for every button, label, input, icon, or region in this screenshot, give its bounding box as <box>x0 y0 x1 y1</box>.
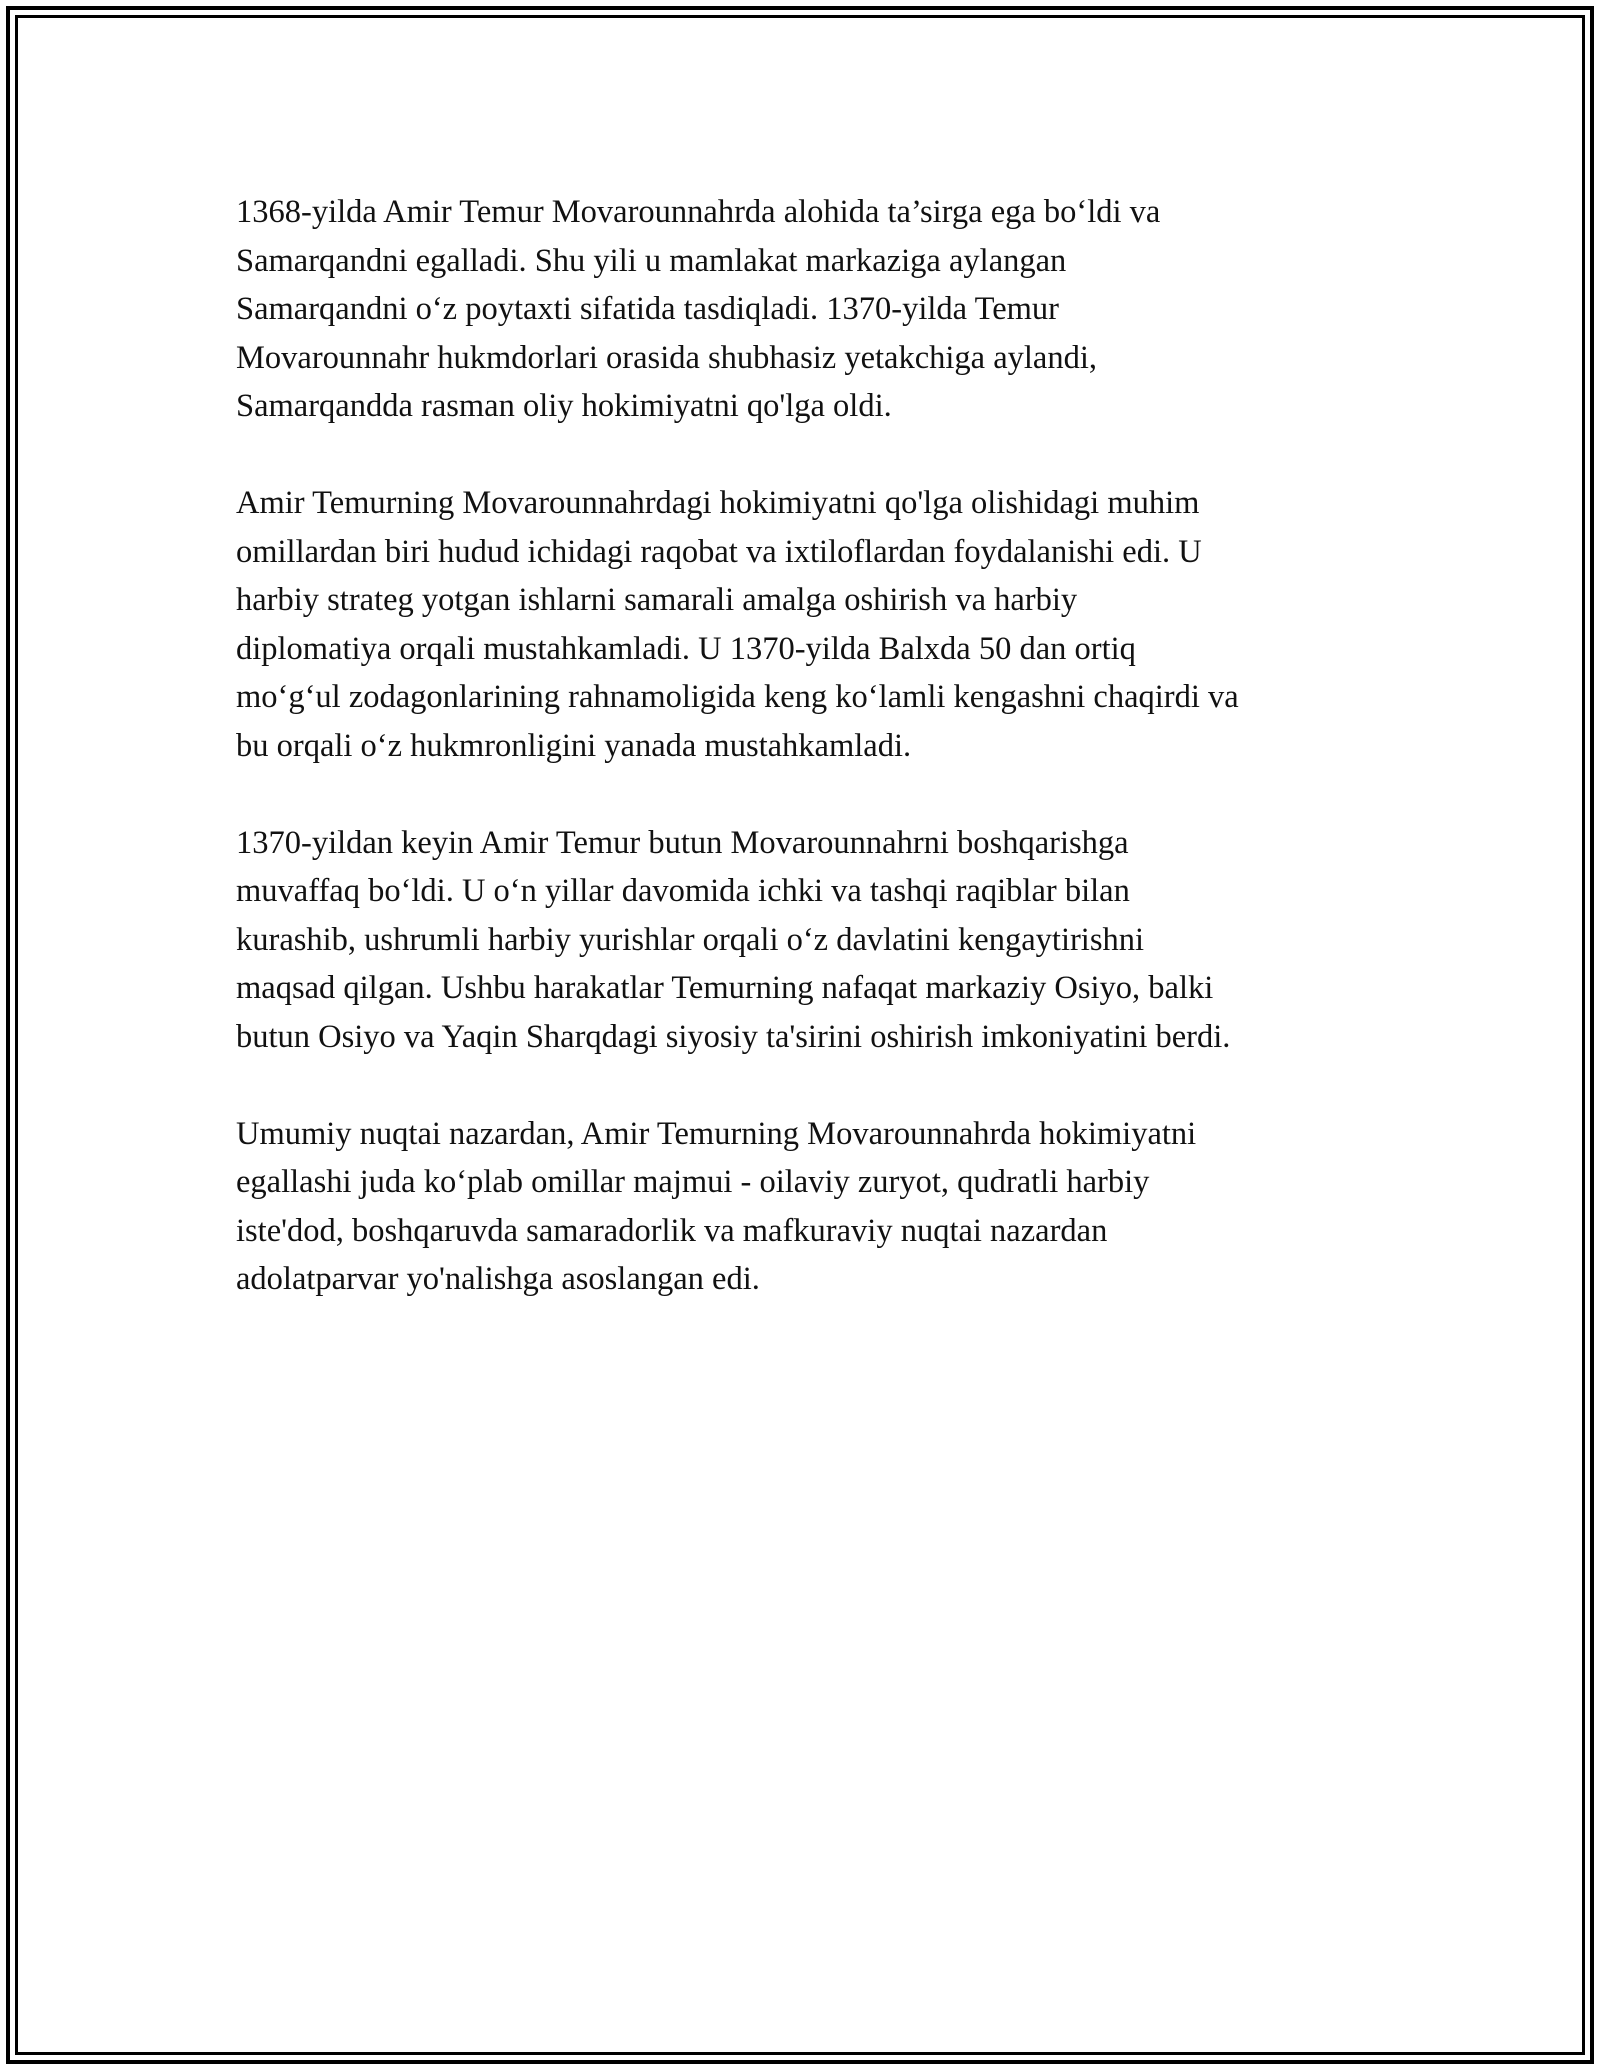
text-line: kurashib, ushrumli harbiy yurishlar orqali oʻz davlatini kengaytirishni <box>236 921 1145 958</box>
text-line: harbiy strateg yotgan ishlarni samarali amalga oshirish va harbiy <box>236 582 1078 618</box>
text-line: adolatparvar yo'nalishga asoslangan edi. <box>236 1261 760 1297</box>
text-line: 1368-yilda Amir Temur Movarounnahrda alohida ta’sirga ega boʻldi va <box>236 194 1161 230</box>
text-line: butun Osiyo va Yaqin Sharqdagi siyosiy ta'sirini oshirish imkoniyatini berdi. <box>236 1018 1231 1055</box>
text-line: Samarqandda rasman oliy hokimiyatni qo'lga oldi. <box>236 388 892 424</box>
text-line: Umumiy nuqtai nazardan, Amir Temurning Movarounnahrda hokimiyatni <box>236 1115 1197 1152</box>
text-line: omillardan biri hudud ichidagi raqobat va ixtiloflardan foydalanishi edi. U <box>236 533 1202 570</box>
text-line: 1370-yildan keyin Amir Temur butun Movarounnahrni boshqarishga <box>236 824 1129 861</box>
paragraph-3 <box>236 819 1386 1062</box>
text-line: Samarqandni oʻz poytaxti sifatida tasdiqladi. 1370-yilda Temur <box>236 291 1059 327</box>
text-line: maqsad qilgan. Ushbu harakatlar Temurning nafaqat markaziy Osiyo, balki <box>236 970 1214 1006</box>
paragraph-4 <box>236 1110 1386 1304</box>
text-line: muvaffaq boʻldi. U oʻn yillar davomida ichki va tashqi raqiblar bilan <box>236 873 1130 909</box>
text-line: egallashi juda koʻplab omillar majmui - oilaviy zuryot, qudratli harbiy <box>236 1164 1150 1200</box>
paragraph-2 <box>236 479 1386 770</box>
text-line: bu orqali oʻz hukmronligini yanada mustahkamladi. <box>236 727 912 764</box>
text-line: iste'dod, boshqaruvda samaradorlik va mafkuraviy nuqtai nazardan <box>236 1212 1108 1249</box>
text-line: diplomatiya orqali mustahkamladi. U 1370-yilda Balxda 50 dan ortiq <box>236 630 1136 667</box>
document-body <box>236 188 1386 1352</box>
text-line: moʻgʻul zodagonlarining rahnamoligida keng koʻlamli kengashni chaqirdi va <box>236 679 1239 715</box>
text-line: Movarounnahr hukmdorlari orasida shubhasiz yetakchiga aylandi, <box>236 339 1097 376</box>
text-line: Amir Temurning Movarounnahrdagi hokimiyatni qo'lga olishidagi muhim <box>236 485 1200 521</box>
paragraph-1 <box>236 188 1386 431</box>
text-line: Samarqandni egalladi. Shu yili u mamlakat markaziga aylangan <box>236 242 1067 279</box>
